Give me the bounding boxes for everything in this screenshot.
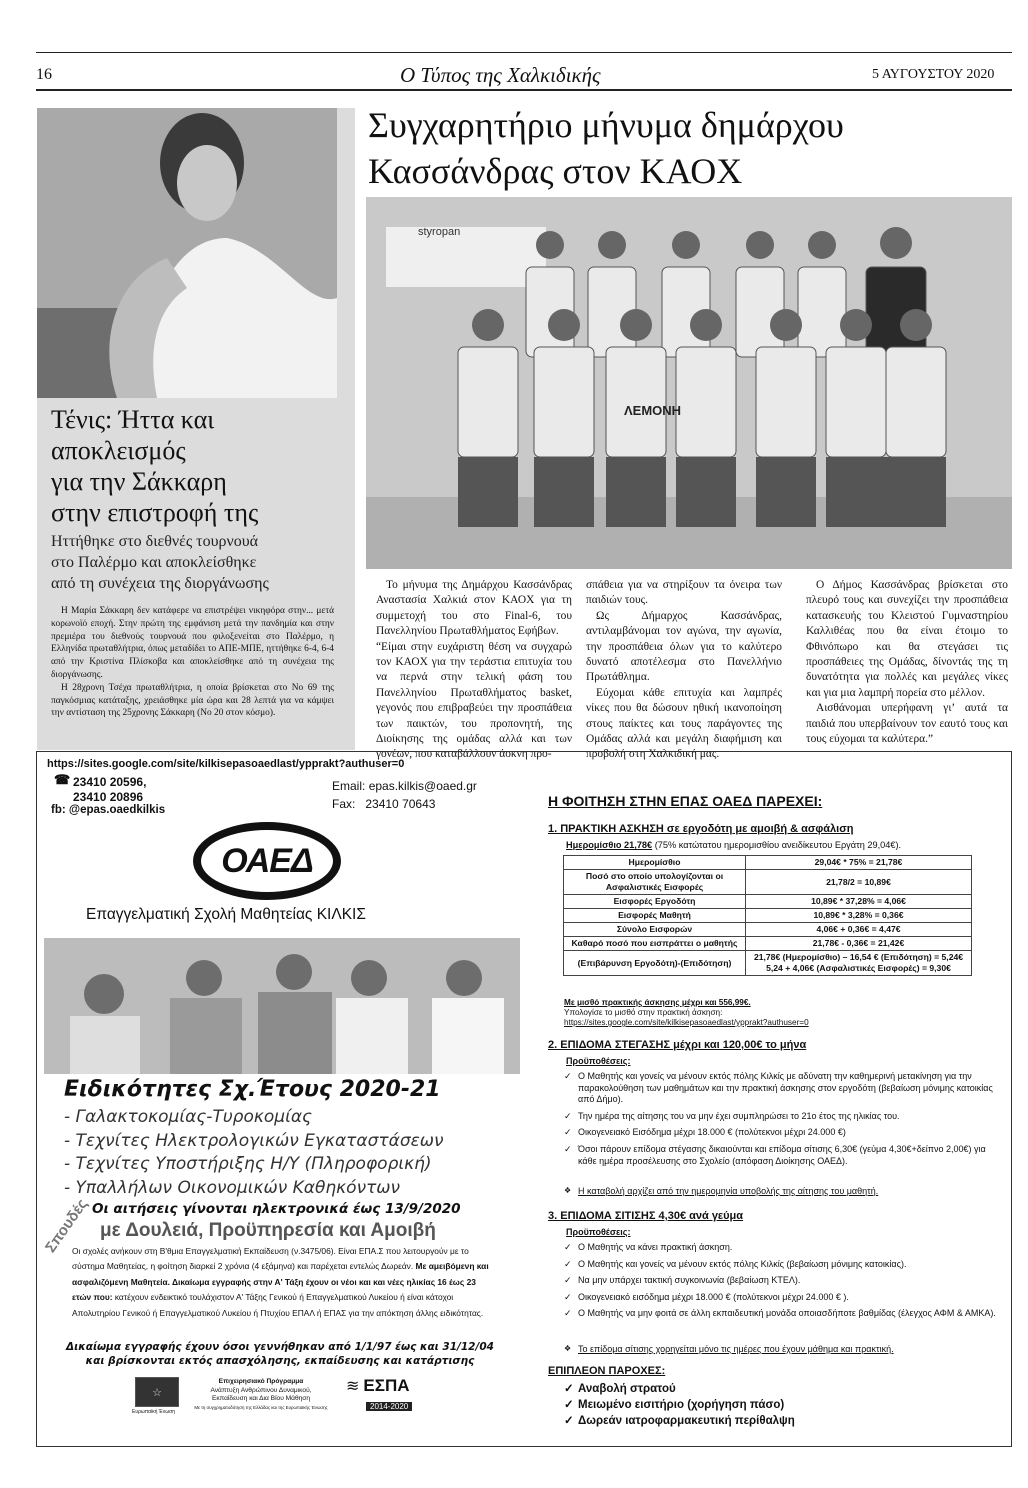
oaed-logo-text: ΟΑΕΔ (221, 841, 313, 880)
page-number: 16 (36, 66, 52, 83)
wage-calculation-table: Ημερομίσθιο 29,04€ * 75% = 21,78€ Ποσό στο οποίο υπολογίζονται οι Ασφαλιστικές Εισφορές 21,78/2 = 10,89€ Εισφορές Εργοδότη 10,89€ * 37,28% = 4,06€ Εισφορές Μαθητή 10,89€ * 3,28% = 0,36€ Σύνολο Εισφορών 4,06€ + 0,36€ = 4,47€ Καθαρό ποσό που εισπράττει ο μαθητής 21,78€ - 0,36€ = 21,42€ (Επιβάρυνση Εργοδότη)-(Επιδότηση) 21,78€ (Ημερομίσθιο) – 16,54 € (Επιδότηση) = 5,24€ 5,24 + 4,06€ (Ασφαλιστικές Εισφορές) = 9,30€ (563, 855, 972, 976)
espa-icon: ≋ (346, 1378, 360, 1395)
list-item: ✓ Να μην υπάρχει τακτική συγκοινωνία (βεβαίωση ΚΤΕΛ). (562, 1275, 1002, 1287)
extra-benefits-title: ΕΠΙΠΛΕΟΝ ΠΑΡΟΧΕΣ: (548, 1365, 666, 1377)
kaox-column-2: σπάθεια για να στηρίξουν τα όνειρα των παιδιών τους. Ως Δήμαρχος Κασσάνδρας, αντιλαμβάνομαι τον αγώνα, την αγωνία, την προσπάθεια όλων για το καλύτερο δυνατό αποτέλεσμα στο Πανελλήνιο Πρωτάθλημα. Εύχομαι κάθε επιτυχία και λαμπρές νίκες που θα δώσουν ηθική ικανοποίηση στους παίκτες και τους παράγοντες της Ομάδας αλλά και μεγάλη διαφήμιση και προβολή στη Χαλκιδική μας. (586, 579, 782, 761)
contact-fax: Fax: 23410 70643 (332, 797, 436, 811)
section-3-note (562, 1344, 894, 1354)
extra-benefits-list (562, 1381, 795, 1429)
paper-name: Ο Τύπος της Χαλκιδικής (400, 63, 601, 87)
basketball-team-photo (366, 197, 1012, 569)
tennis-player-icon (37, 108, 337, 398)
list-item: ❖ Το επίδομα σίτισης χορηγείται μόνο τις ημέρες που έχουν μάθημα και πρακτική. (562, 1344, 894, 1354)
phone-icon: ☎ (54, 772, 71, 787)
jersey-text: ΛΕΜΟΝΗ (624, 403, 682, 418)
photo-banner: styropan (418, 226, 461, 238)
slogan-prefix: Σπουδές (42, 1195, 92, 1256)
list-item: ❖ Η καταβολή αρχίζει από την ημερομηνία υποβολής της αίτησης του μαθητή. (562, 1186, 878, 1196)
header-rule (36, 89, 1012, 91)
list-item: ✓ Ο Μαθητής και γονείς να μένουν εκτός πόλης Κιλκίς (βεβαίωση μόνιμης κατοικίας). (562, 1259, 1002, 1271)
section-3-prereq: Προϋποθέσεις: (566, 1227, 631, 1237)
kaox-headline: Συγχαρητήριο μήνυμα δημάρχου Κασσάνδρας στον ΚΑΟΧ (368, 105, 844, 191)
list-item: ✓ Μειωμένο εισιτήριο (χορήγηση πάσο) (562, 1397, 795, 1413)
wage-calculator-link[interactable]: https://sites.google.com/site/kilkisepasoaedlast/ypprakt?authuser=0 (564, 1018, 809, 1027)
email-link[interactable]: epas.kilkis@oaed.gr (368, 779, 477, 793)
top-rule (36, 52, 1012, 53)
list-item: ✓ Όσοι πάρουν επίδομα στέγασης δικαιούνται και επίδομα σίτισης 6,30€ (γεύμα 4,30€+δείπνο 2,00€) για κάθε ημέρα προσέλευσης στο Σχολείο (απόφαση Διοίκησης ΟΑΕΔ). (562, 1144, 1002, 1167)
section-2-prereq: Προϋποθέσεις: (566, 1056, 631, 1066)
section-3-title: 3. ΕΠΙΔΟΜΑ ΣΙΤΙΣΗΣ 4,30€ ανά γεύμα (548, 1210, 744, 1222)
tennis-body: Η Μαρία Σάκκαρη δεν κατάφερε να επιστρέψει νικηφόρα στην... μετά κορωνοϊό εποχή. Στην πρώτη της εμφάνιση μετά την πανδημία και στην πρεμιέρα του διεθνούς τουρνουά που φιλοξενείται στο Παλέρμο, η Ελληνίδα πρωταθλήτρια, όπως μεταδίδει το ΑΠΕ-ΜΠΕ, ηττήθηκε 6-4, 6-4 από την Κριστίνα Πλίσκοβα και αποκλείσθηκε από τη συνέχεια της διοργάνωσης. Η 28χρονη Τσέχα πρωταθλήτρια, η οποία βρίσκεται στο Νο 69 της παγκόσμιας κατάταξης, χρειάσθηκε μία ώρα και 28 λεπτά για να κάμψει την αντίσταση της 25χρονης Σάκκαρη (Νο 20 στον κόσμο). (51, 606, 334, 719)
application-deadline: Οι αιτήσεις γίνονται ηλεκτρονικά έως 13/9/2020 (92, 1201, 461, 1217)
students-collage-icon (44, 938, 520, 1074)
tennis-subtitle: Ηττήθηκε στο διεθνές τουρνουά στο Παλέρμο και αποκλείσθηκε από τη συνέχεια της διοργάνωσης (51, 533, 269, 592)
phone-numbers: 23410 20596, 23410 20896 (73, 775, 147, 804)
team-photo-icon (366, 197, 1012, 569)
section-1-notes: Με μισθό πρακτικής άσκησης μέχρι και 556,99€. Υπολογίσε το μισθό στην πρακτική άσκηση: https://sites.google.com/site/kilkisepasoaedlast/ypprakt?authuser=0 (564, 998, 809, 1027)
eu-caption: Ευρωπαϊκή Ένωση (132, 1409, 175, 1415)
eligibility: Δικαίωμα εγγραφής έχουν όσοι γεννήθηκαν από 1/1/97 έως και 31/12/04 και βρίσκονται εκτός απασχόλησης, εκπαίδευσης και κατάρτισης (66, 1341, 494, 1367)
contact-email: Email: epas.kilkis@oaed.gr (332, 779, 477, 793)
section-3-list (562, 1242, 1002, 1325)
section-1-wage: Ημερομίσθιο 21,78€ (75% κατώτατου ημερομισθίου ανειδίκευτου Εργάτη 29,04€). (566, 840, 902, 850)
school-info: Οι σχολές ανήκουν στη Β'θμια Επαγγελματική Εκπαίδευση (ν.3475/06). Είναι ΕΠΑ.Σ που λειτουργούν με το σύστημα Μαθητείας, η φοίτηση διαρκεί 2 χρόνια (4 εξάμηνα) και παρέχεται εντελώς Δωρεάν. Με αμειβόμενη και ασφαλιζόμενη Μαθητεία. Δικαίωμα εγγραφής στην Α' Τάξη έχουν οι νέοι και και νέες ηλικίας 16 έως 23 ετών που: κατέχουν ενδεικτικό τουλάχιστον Α' Τάξης Γενικού ή Επαγγελματικού Λυκείου ή είναι κάτοχοι Απολυτηρίου Γενικού ή Επαγγελματικού Λυκείου ή Πτυχίου ΕΠΑΛ ή ΕΠΑΣ για την απόκτηση άλλης ειδικότητας. (72, 1246, 489, 1318)
list-item: ✓ Ο Μαθητής να μην φοιτά σε άλλη εκπαιδευτική μονάδα οποιασδήποτε βαθμίδας (έλεγχος ΑΦΜ & ΑΜΚΑ). (562, 1308, 1002, 1320)
section-2-list (562, 1071, 1002, 1172)
issue-date: 5 ΑΥΓΟΥΣΤΟΥ 2020 (872, 67, 995, 82)
list-item: ✓ Οικογενειακό εισόδημα μέχρι 18.000 € (πολύτεκνοι μέχρι 24.000 € ). (562, 1292, 1002, 1304)
section-2-note (562, 1186, 878, 1196)
facebook-handle[interactable]: fb: @epas.oaedkilkis (51, 804, 166, 816)
list-item: ✓ Οικογενειακό Εισόδημα μέχρι 18.000 € (πολύτεκνοι μέχρι 24.000 €) (562, 1127, 1002, 1139)
kaox-column-1: Το μήνυμα της Δημάρχου Κασσάνδρας Αναστασία Χαλκιά στον ΚΑΟΧ για τη συμμετοχή του στο Final-6, του Πανελληνίου Πρωταθλήματος Εφήβων. “Είμαι στην ευχάριστη θέση να συγχαρώ τον ΚΑΟΧ για την τεράστια επιτυχία του να περνά στην τελική φάση του Πανελληνίου Πρωταθλήματος basket, γεγονός που επιβραβεύει την προσπάθεια των παικτών, του προπονητή, της Διοίκησης της ομάδας αλλά και των γονέων, που καταβάλλουν άοκνη προ- (376, 579, 572, 761)
list-item: ✓ Την ημέρα της αίτησης του να μην έχει συμπληρώσει το 21ο έτος της ηλικίας του. (562, 1111, 1002, 1123)
specialties-title: Ειδικότητες Σχ.Έτους 2020-21 (64, 1077, 441, 1102)
school-name: Επαγγελματική Σχολή Μαθητείας ΚΙΛΚΙΣ (86, 906, 366, 923)
specialties-list: - Γαλακτοκομίας-Τυροκομίας - Τεχνίτες Ηλεκτρολογικών Εγκαταστάσεων - Τεχνίτες Υποστήριξης Η/Υ (Πληροφορική) - Υπαλλήλων Οικονομικών Καθηκόντων (64, 1107, 444, 1198)
section-1-title: 1. ΠΡΑΚΤΙΚΗ ΑΣΚΗΣΗ σε εργοδότη με αμοιβή & ασφάλιση (548, 823, 854, 835)
students-collage (44, 938, 520, 1074)
eu-flag-icon: ☆ (135, 1377, 179, 1407)
list-item: ✓ Ο Μαθητής και γονείς να μένουν εκτός πόλης Κιλκίς με αδύνατη την καθημερινή μετακίνηση για την παρακολούθηση των μαθημάτων και την πρακτική άσκησης στον εργοδότη (βεβαίωση μόνιμης κατοικίας από Δήμο). (562, 1071, 1002, 1106)
kaox-column-3: Ο Δήμος Κασσάνδρας βρίσκεται στο πλευρό τους και συνεχίζει την προσπάθεια κατασκευής του Κλειστού Γυμναστηρίου Καλλιθέας που θα είναι έτοιμο το Φθινόπωρο και θα στεγάσει τις προσπάθειες της Ομάδας, δίνοντάς της τη δυνατότητα για πολλές και μεγάλες νίκες και για μια λαμπρή πορεία στο μέλλον. Αισθάνομαι υπερήφανη γι’ αυτά τα παιδιά που υπερβαίνουν τον εαυτό τους και τους εύχομαι τα καλύτερα.” (806, 579, 1008, 746)
oaed-logo (193, 822, 341, 900)
list-item: ✓ Ο Μαθητής να κάνει πρακτική άσκηση. (562, 1242, 1002, 1254)
slogan: με Δουλειά, Προϋπηρεσία και Αμοιβή (100, 1220, 436, 1241)
operational-program: Επιχειρησιακό Πρόγραμμα Ανάπτυξη Ανθρώπινου Δυναμικού, Εκπαίδευση και Δια Βίου Μάθηση Με τη συγχρηματοδότηση της Ελλάδας και της Ευρωπαϊκής Ένωσης (194, 1378, 328, 1410)
tennis-title: Τένις: Ήττα και αποκλεισμός για την Σάκκαρη στην επιστροφή της (51, 405, 259, 527)
list-item: ✓ Δωρεάν ιατροφαρμακευτική περίθαλψη (562, 1413, 795, 1429)
list-item: ✓ Αναβολή στρατού (562, 1381, 795, 1397)
espa-logo: ≋ ΕΣΠΑ 2014-2020 (346, 1376, 412, 1414)
tennis-player-photo (37, 108, 337, 398)
ad-url[interactable]: https://sites.google.com/site/kilkisepasoaedlast/ypprakt?authuser=0 (47, 758, 405, 770)
benefits-title: Η ΦΟΙΤΗΣΗ ΣΤΗΝ ΕΠΑΣ ΟΑΕΔ ΠΑΡΕΧΕΙ: (548, 793, 823, 809)
section-2-title: 2. ΕΠΙΔΟΜΑ ΣΤΕΓΑΣΗΣ μέχρι και 120,00€ το μήνα (548, 1039, 807, 1051)
